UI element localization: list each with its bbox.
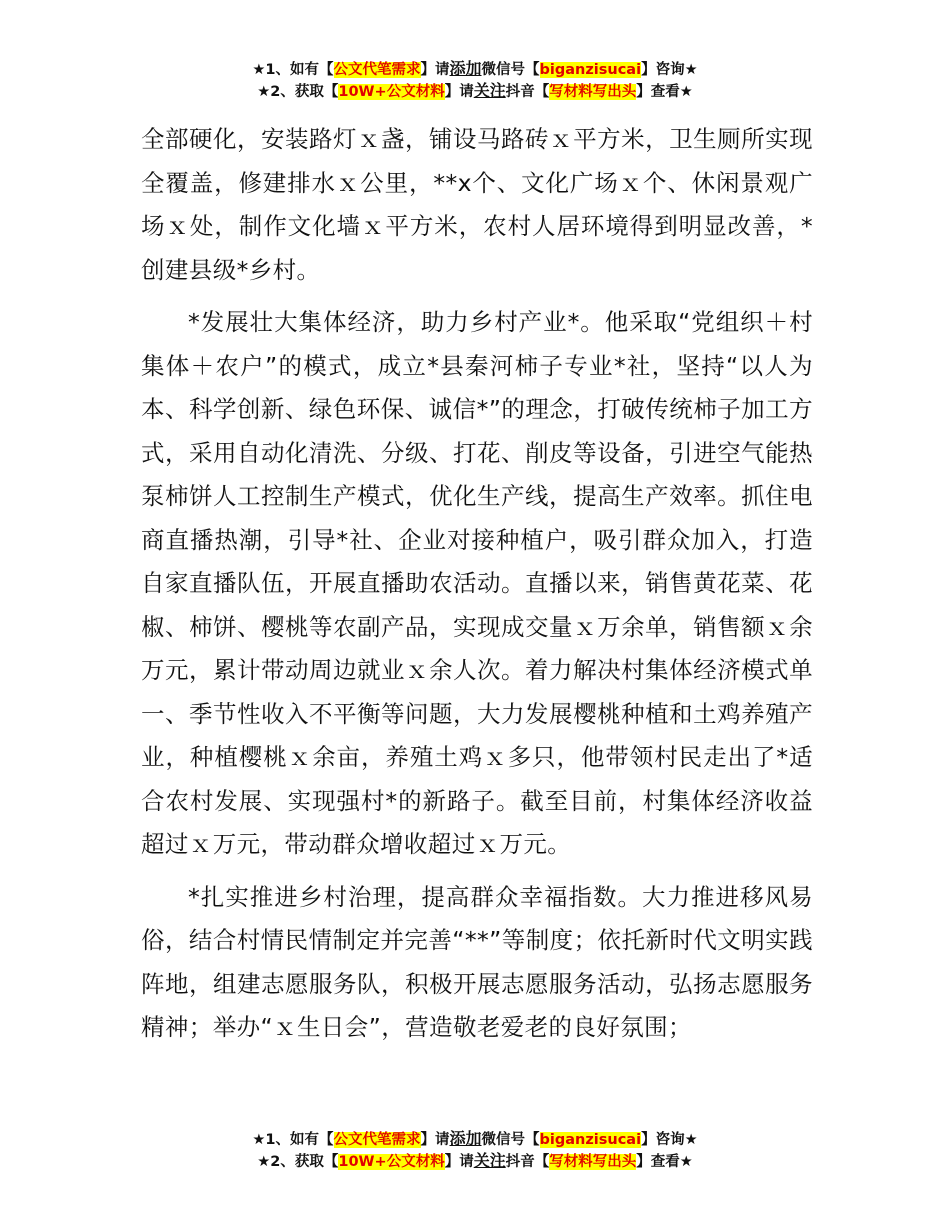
- header-line2-underlined: 关注: [473, 81, 506, 100]
- footer-line2-middle1: 】请: [444, 1154, 474, 1170]
- footer-line1-prefix: ★1、如有【: [252, 1132, 334, 1148]
- footer-line2-suffix: 】查看★: [636, 1154, 693, 1170]
- footer-line2-highlight-douyin-account: 写材料写出头: [549, 1154, 637, 1170]
- footer-line2-prefix: ★2、获取【: [257, 1154, 339, 1170]
- footer-line1-highlight-wechat-id: biganzisucai: [539, 1132, 642, 1148]
- header-line2-suffix: 】查看★: [636, 84, 693, 100]
- footer-line2-middle2: 抖音【: [505, 1154, 550, 1170]
- body-paragraph-collective-economy: *发展壮大集体经济，助力乡村产业*。他采取“党组织＋村集体＋农户”的模式，成立*县秦河柿子专业*社，坚持“以人为本、科学创新、绿色环保、诚信*”的理念，打破传统柿子加工方式，采用自动化清洗、分级、打花、削皮等设备，引进空气能热泵柿饼人工控制生产模式，优化生产线，提高生产效率。抓住电商直播热潮，引导*社、企业对接种植户，吸引群众加入，打造自家直播队伍，开展直播助农活动。直播以来，销售黄花菜、花椒、柿饼、樱桃等农副产品，实现成交量ｘ万余单，销售额ｘ余万元，累计带动周边就业ｘ余人次。着力解决村集体经济模式单一、季节性收入不平衡等问题，大力发展樱桃种植和土鸡养殖产业，种植樱桃ｘ余亩，养殖土鸡ｘ多只，他带领村民走出了*适合农村发展、实现强村*的新路子。截至目前，村集体经济收益超过ｘ万元，带动群众增收超过ｘ万元。: [141, 308, 813, 858]
- footer-line1-underlined: 添加: [449, 1129, 482, 1148]
- header-line2-middle2: 抖音【: [505, 84, 550, 100]
- document-body: [141, 118, 813, 1059]
- footer-banner: [0, 1128, 950, 1172]
- body-paragraph-continuation: 全部硬化，安装路灯ｘ盏，铺设马路砖ｘ平方米，卫生厕所实现全覆盖，修建排水ｘ公里，**x个、文化广场ｘ个、休闲景观广场ｘ处，制作文化墙ｘ平方米，农村人居环境得到明显改善，*创建县级*乡村。: [141, 125, 813, 284]
- header-line2-prefix: ★2、获取【: [257, 84, 339, 100]
- header-line1-middle1: 】请: [420, 62, 450, 78]
- footer-line1-highlight-service: 公文代笔需求: [333, 1132, 421, 1148]
- footer-line1-suffix: 】咨询★: [641, 1132, 698, 1148]
- footer-line1-middle1: 】请: [420, 1132, 450, 1148]
- header-line2-highlight-materials: 10W+公文材料: [338, 84, 445, 100]
- header-banner-line-1: [0, 58, 950, 80]
- header-line1-middle2: 微信号【: [481, 62, 540, 78]
- header-banner-line-2: [0, 80, 950, 102]
- footer-banner-line-1: [0, 1128, 950, 1150]
- body-paragraph-rural-governance: *扎实推进乡村治理，提高群众幸福指数。大力推进移风易俗，结合村情民情制定并完善“**”等制度；依托新时代文明实践阵地，组建志愿服务队，积极开展志愿服务活动，弘扬志愿服务精神；举办“ｘ生日会”，营造敬老爱老的良好氛围；: [141, 882, 813, 1041]
- header-line1-suffix: 】咨询★: [641, 62, 698, 78]
- footer-line2-underlined: 关注: [473, 1151, 506, 1170]
- header-line1-highlight-wechat-id: biganzisucai: [539, 62, 642, 78]
- footer-line2-highlight-materials: 10W+公文材料: [338, 1154, 445, 1170]
- header-line2-highlight-douyin-account: 写材料写出头: [549, 84, 637, 100]
- header-line2-middle1: 】请: [444, 84, 474, 100]
- header-banner: [0, 58, 950, 102]
- footer-line1-middle2: 微信号【: [481, 1132, 540, 1148]
- header-line1-underlined: 添加: [449, 59, 482, 78]
- footer-banner-line-2: [0, 1150, 950, 1172]
- header-line1-highlight-service: 公文代笔需求: [333, 62, 421, 78]
- header-line1-prefix: ★1、如有【: [252, 62, 334, 78]
